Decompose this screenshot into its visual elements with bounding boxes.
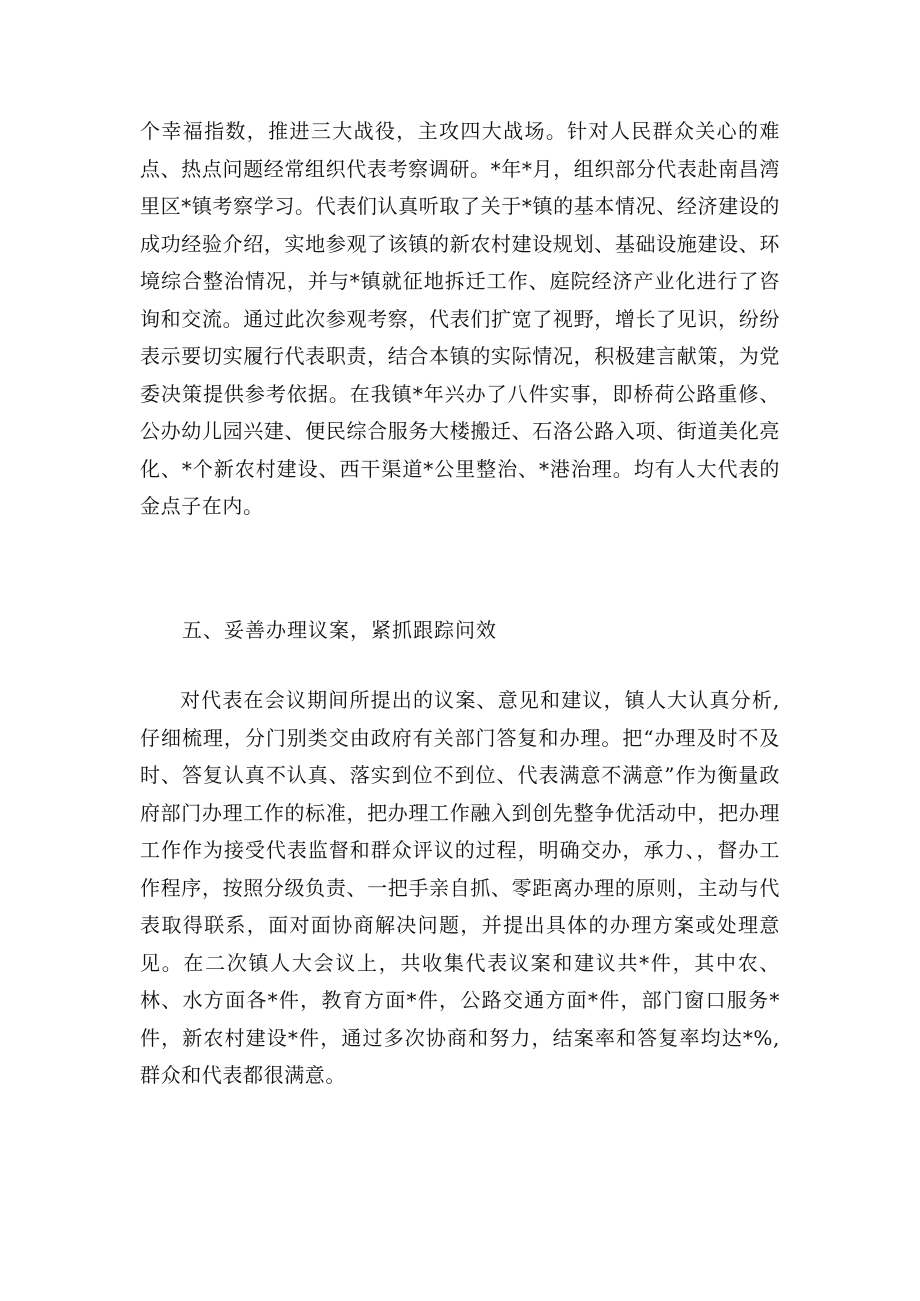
section-heading: 五、妥善办理议案，紧抓跟踪问效 xyxy=(182,618,497,642)
body-paragraph-2: 对代表在会议期间所提出的议案、意见和建议，镇人大认真分析,仔细梳理，分门别类交由政府有关部门答复和办理。把“办理及时不及时、答复认真不认真、落实到位不到位、代表满意不满意”作为衡量政府部门办理工作的标准，把办理工作融入到创先整争优活动中，把办理工作作为接受代表监督和群众评议的过程，明确交办，承力、，督办工作程序，按照分级负责、一把手亲自抓、零距离办理的原则，主动与代表取得联系，面对面协商解决问题，并提出具体的办理方案或处理意见。在二次镇人大会议上，共收集代表议案和建议共*件，其中农、林、水方面各*件，教育方面*件，公路交通方面*件，部门窗口服务*件，新农村建设*件，通过多次协商和努力，结案率和答复率均达*%,群众和代表都很满意。 xyxy=(140,688,780,1087)
body-paragraph-1: 个幸福指数，推进三大战役，主攻四大战场。针对人民群众关心的难点、热点问题经常组织代表考察调研。*年*月，组织部分代表赴南昌湾里区*镇考察学习。代表们认真听取了关于*镇的基本情况、经济建设的成功经验介绍，实地参观了该镇的新农村建设规划、基础设施建设、环境综合整治情况，并与*镇就征地拆迁工作、庭院经济产业化进行了咨询和交流。通过此次参观考察，代表们扩宽了视野，增长了见识，纷纷表示要切实履行代表职责，结合本镇的实际情况，积极建言献策，为党委决策提供参考依据。在我镇*年兴办了八件实事，即桥荷公路重修、公办幼儿园兴建、便民综合服务大楼搬迁、石洛公路入项、街道美化亮化、*个新农村建设、西干渠道*公里整治、*港治理。均有人大代表的金点子在内。 xyxy=(140,119,780,518)
